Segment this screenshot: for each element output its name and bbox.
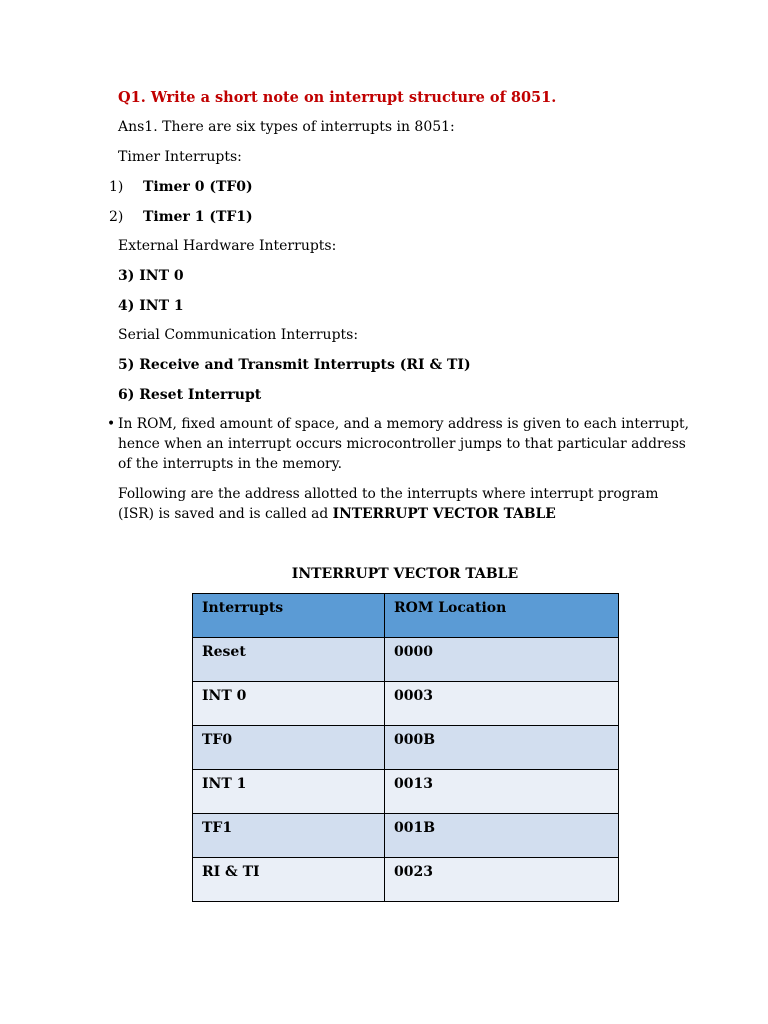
external-item: 4) INT 1 [118, 298, 184, 314]
external-interrupts-heading: External Hardware Interrupts: [118, 238, 337, 254]
timer-item-number: 1) [109, 179, 124, 195]
table-header-cell: Interrupts [193, 594, 385, 638]
table-cell: TF1 [193, 814, 385, 858]
table-cell: 0003 [385, 682, 619, 726]
timer-item-number: 2) [109, 209, 124, 225]
timer-item-label: Timer 0 (TF0) [143, 179, 253, 195]
following-text: Following are the address allotted to the interrupts where interrupt program (ISR) is saved and is called ad [118, 486, 659, 522]
table-cell: 0000 [385, 638, 619, 682]
interrupt-vector-table [192, 593, 619, 902]
table-cell: TF0 [193, 726, 385, 770]
table-cell: RI & TI [193, 858, 385, 902]
table-cell: INT 0 [193, 682, 385, 726]
table-cell: 001B [385, 814, 619, 858]
following-bold-text: INTERRUPT VECTOR TABLE [332, 505, 556, 522]
bullet-icon: • [107, 416, 116, 432]
table-row [193, 726, 619, 770]
table-header-row [193, 594, 619, 638]
table-cell: INT 1 [193, 770, 385, 814]
external-item: 3) INT 0 [118, 268, 184, 284]
answer-intro: Ans1. There are six types of interrupts in 8051: [118, 119, 455, 135]
table-cell: 0013 [385, 770, 619, 814]
bullet-paragraph [107, 415, 697, 474]
timer-item-label: Timer 1 (TF1) [143, 209, 253, 225]
serial-interrupts-heading: Serial Communication Interrupts: [118, 327, 359, 343]
table-row [193, 814, 619, 858]
table-row [193, 682, 619, 726]
table-cell: 000B [385, 726, 619, 770]
serial-item: 5) Receive and Transmit Interrupts (RI & TI) [118, 357, 471, 373]
question-title: Q1. Write a short note on interrupt structure of 8051. [118, 89, 557, 106]
following-paragraph [118, 485, 688, 525]
table-row [193, 858, 619, 902]
table-row [193, 770, 619, 814]
table-cell: Reset [193, 638, 385, 682]
table-row [193, 638, 619, 682]
table-caption: INTERRUPT VECTOR TABLE [291, 566, 519, 582]
bullet-text: In ROM, fixed amount of space, and a memory address is given to each interrupt, hence when an interrupt occurs microcontroller jumps to that particular address of the interrupts in the memory. [118, 416, 689, 472]
table-cell: 0023 [385, 858, 619, 902]
timer-interrupts-heading: Timer Interrupts: [118, 149, 242, 165]
table-header-cell: ROM Location [385, 594, 619, 638]
serial-item: 6) Reset Interrupt [118, 387, 262, 403]
